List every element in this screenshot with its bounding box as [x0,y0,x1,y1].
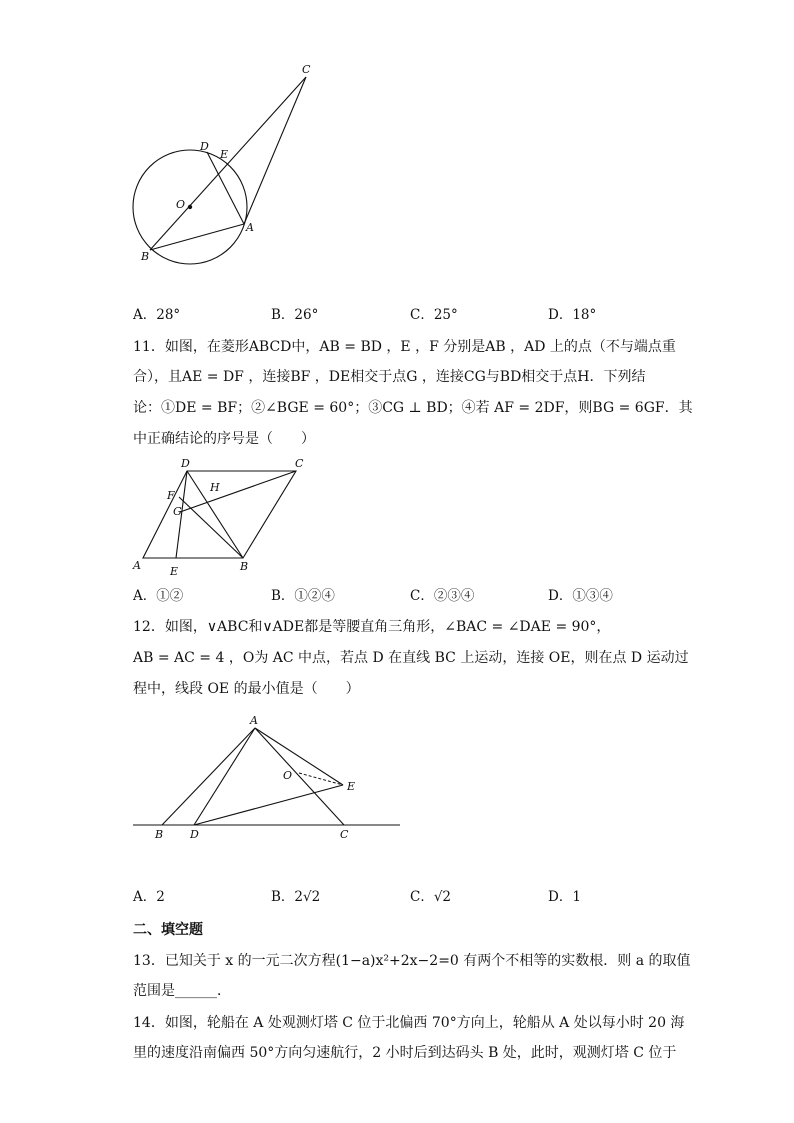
q11-option-c[interactable]: C．②③④ [410,588,475,604]
q12-option-c[interactable]: C．√2 [410,889,452,905]
label-o: O [283,769,293,782]
q13-line-1: 13．已知关于 x 的一元二次方程(1−a)x²+2x−2=0 有两个不相等的实数根．则 a 的取值 [133,953,691,969]
label-g: G [173,505,182,518]
label-d: D [190,828,199,841]
q12-line-1: 12．如图，∨ABC和∨ADE都是等腰直角三角形，∠BAC = ∠DAE = 90°， [133,619,611,635]
q10-option-b[interactable]: B．26° [271,307,319,323]
label-b: B [155,828,164,841]
q10-option-d[interactable]: D．18° [548,307,597,323]
label-c: C [340,828,349,841]
q11-line-1: 11．如图，在菱形ABCD中，AB = BD ，E ，F 分别是AB ，AD 上的点（不与端点重 [133,339,676,355]
label-a: A [246,221,254,234]
label-d: D [181,457,190,470]
segment-ad [194,728,255,825]
label-b: B [141,250,150,263]
q14-line-1: 14．如图，轮船在 A 处观测灯塔 C 位于北偏西 70°方向上，轮船从 A 处以每小时 20 海 [133,1015,685,1031]
q14-line-2: 里的速度沿南偏西 50°方向匀速航行，2 小时后到达码头 B 处，此时，观测灯塔 C 位于 [133,1045,677,1061]
segment-ab [162,728,255,825]
q12-option-d[interactable]: D．1 [548,889,581,905]
q11-option-a[interactable]: A．①② [133,588,184,604]
segment-de [194,785,343,825]
label-e: E [170,565,179,578]
label-d: D [200,140,209,153]
q12-line-3: 程中，线段 OE 的最小值是（ ） [133,681,360,697]
section-title-fill-in: 二、填空题 [133,922,203,938]
label-b: B [240,560,249,573]
label-e: E [220,148,229,161]
label-a: A [133,559,141,572]
q11-line-4: 中正确结论的序号是（ ） [133,431,315,447]
q12-option-b[interactable]: B．2√2 [271,889,321,905]
q11-line-3: 论：①DE = BF；②∠BGE = 60°；③CG ⊥ BD；④若 AF = 2DF，则BG = 6GF．其 [133,400,693,416]
label-c: C [295,457,304,470]
label-f: F [167,489,175,502]
q11-option-d[interactable]: D．①③④ [548,588,613,604]
q10-option-a[interactable]: A．28° [133,307,181,323]
q11-line-2: 合），且AE = DF ，连接BF ，DE相交于点G ，连接CG与BD相交于点H．下列结 [133,369,646,385]
q13-line-2: 范围是______． [133,983,231,999]
q12-option-a[interactable]: A．2 [133,889,165,905]
label-c: C [302,63,311,76]
q11-option-b[interactable]: B．①②④ [271,588,335,604]
label-a: A [250,714,258,727]
q10-option-c[interactable]: C．25° [410,307,458,323]
label-o: O [176,198,186,211]
q12-line-2: AB = AC = 4 ，O为 AC 中点，若点 D 在直线 BC 上运动，连接 OE，则在点 D 运动过 [133,650,689,666]
label-h: H [210,481,220,494]
label-e: E [347,780,356,793]
